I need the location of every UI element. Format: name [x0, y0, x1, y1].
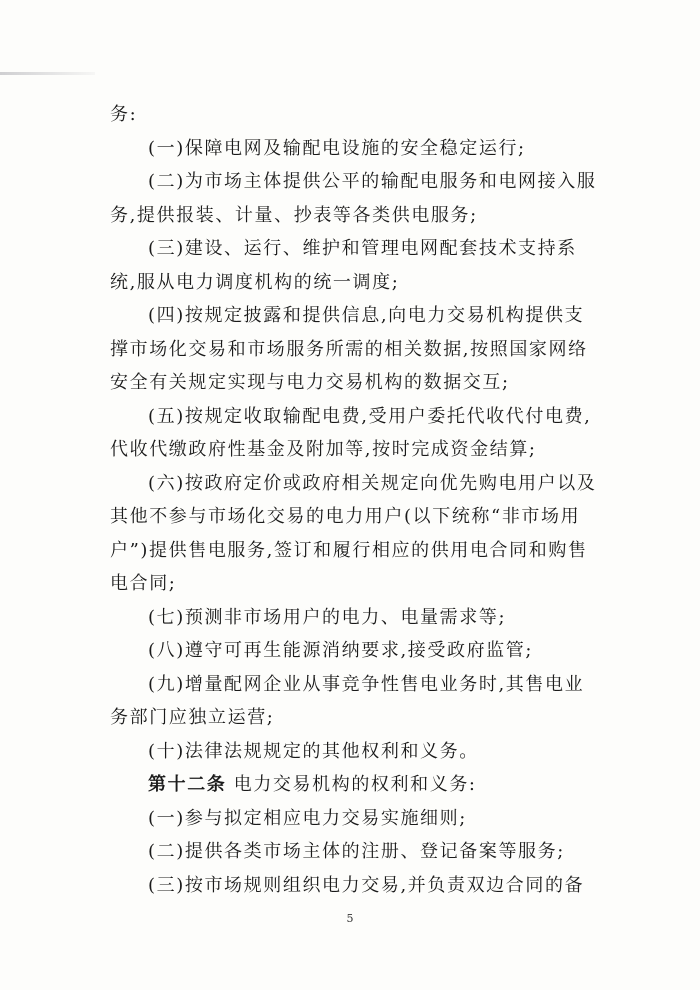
paragraph: (五)按规定收取输配电费,受用户委托代收代付电费,代收代缴政府性基金及附加等,按时完成资金结算; — [110, 405, 592, 460]
article-number: 第十二条 — [148, 774, 227, 795]
paragraph: (九)增量配网企业从事竞争性售电业务时,其售电业务部门应独立运营; — [110, 673, 585, 728]
article-heading — [110, 768, 600, 802]
paragraph: (二)为市场主体提供公平的输配电服务和电网接入服务,提供报装、计量、抄表等各类供电服务; — [110, 171, 597, 226]
paragraph: (四)按规定披露和提供信息,向电力交易机构提供支撑市场化交易和市场服务所需的相关数据,按照国家网络安全有关规定实现与电力交易机构的数据交互; — [110, 305, 588, 393]
scan-artifact — [0, 72, 95, 75]
paragraph: (十)法律法规规定的其他权利和义务。 — [148, 740, 479, 762]
paragraph: (一)参与拟定相应电力交易实施细则; — [148, 807, 467, 829]
paragraph: (二)提供各类市场主体的注册、登记备案等服务; — [148, 841, 565, 862]
article-heading-text: 电力交易机构的权利和义务: — [226, 774, 477, 795]
body-text — [110, 98, 600, 902]
paragraph: (六)按政府定价或政府相关规定向优先购电用户以及其他不参与市场化交易的电力用户(以下统称“非市场用户”)提供售电服务,签订和履行相应的供用电合同和购售电合同; — [110, 472, 597, 594]
paragraph: (三)按市场规则组织电力交易,并负责双边合同的备 — [148, 874, 585, 896]
paragraph: (八)遵守可再生能源消纳要求,接受政府监管; — [148, 640, 534, 661]
paragraph: (一)保障电网及输配电设施的安全稳定运行; — [148, 137, 526, 159]
paragraph: 务: — [110, 104, 138, 125]
paragraph: (七)预测非市场用户的电力、电量需求等; — [148, 606, 507, 628]
paragraph: (三)建设、运行、维护和管理电网配套技术支持系统,服从电力调度机构的统一调度; — [110, 238, 577, 293]
page-number: 5 — [346, 912, 354, 925]
